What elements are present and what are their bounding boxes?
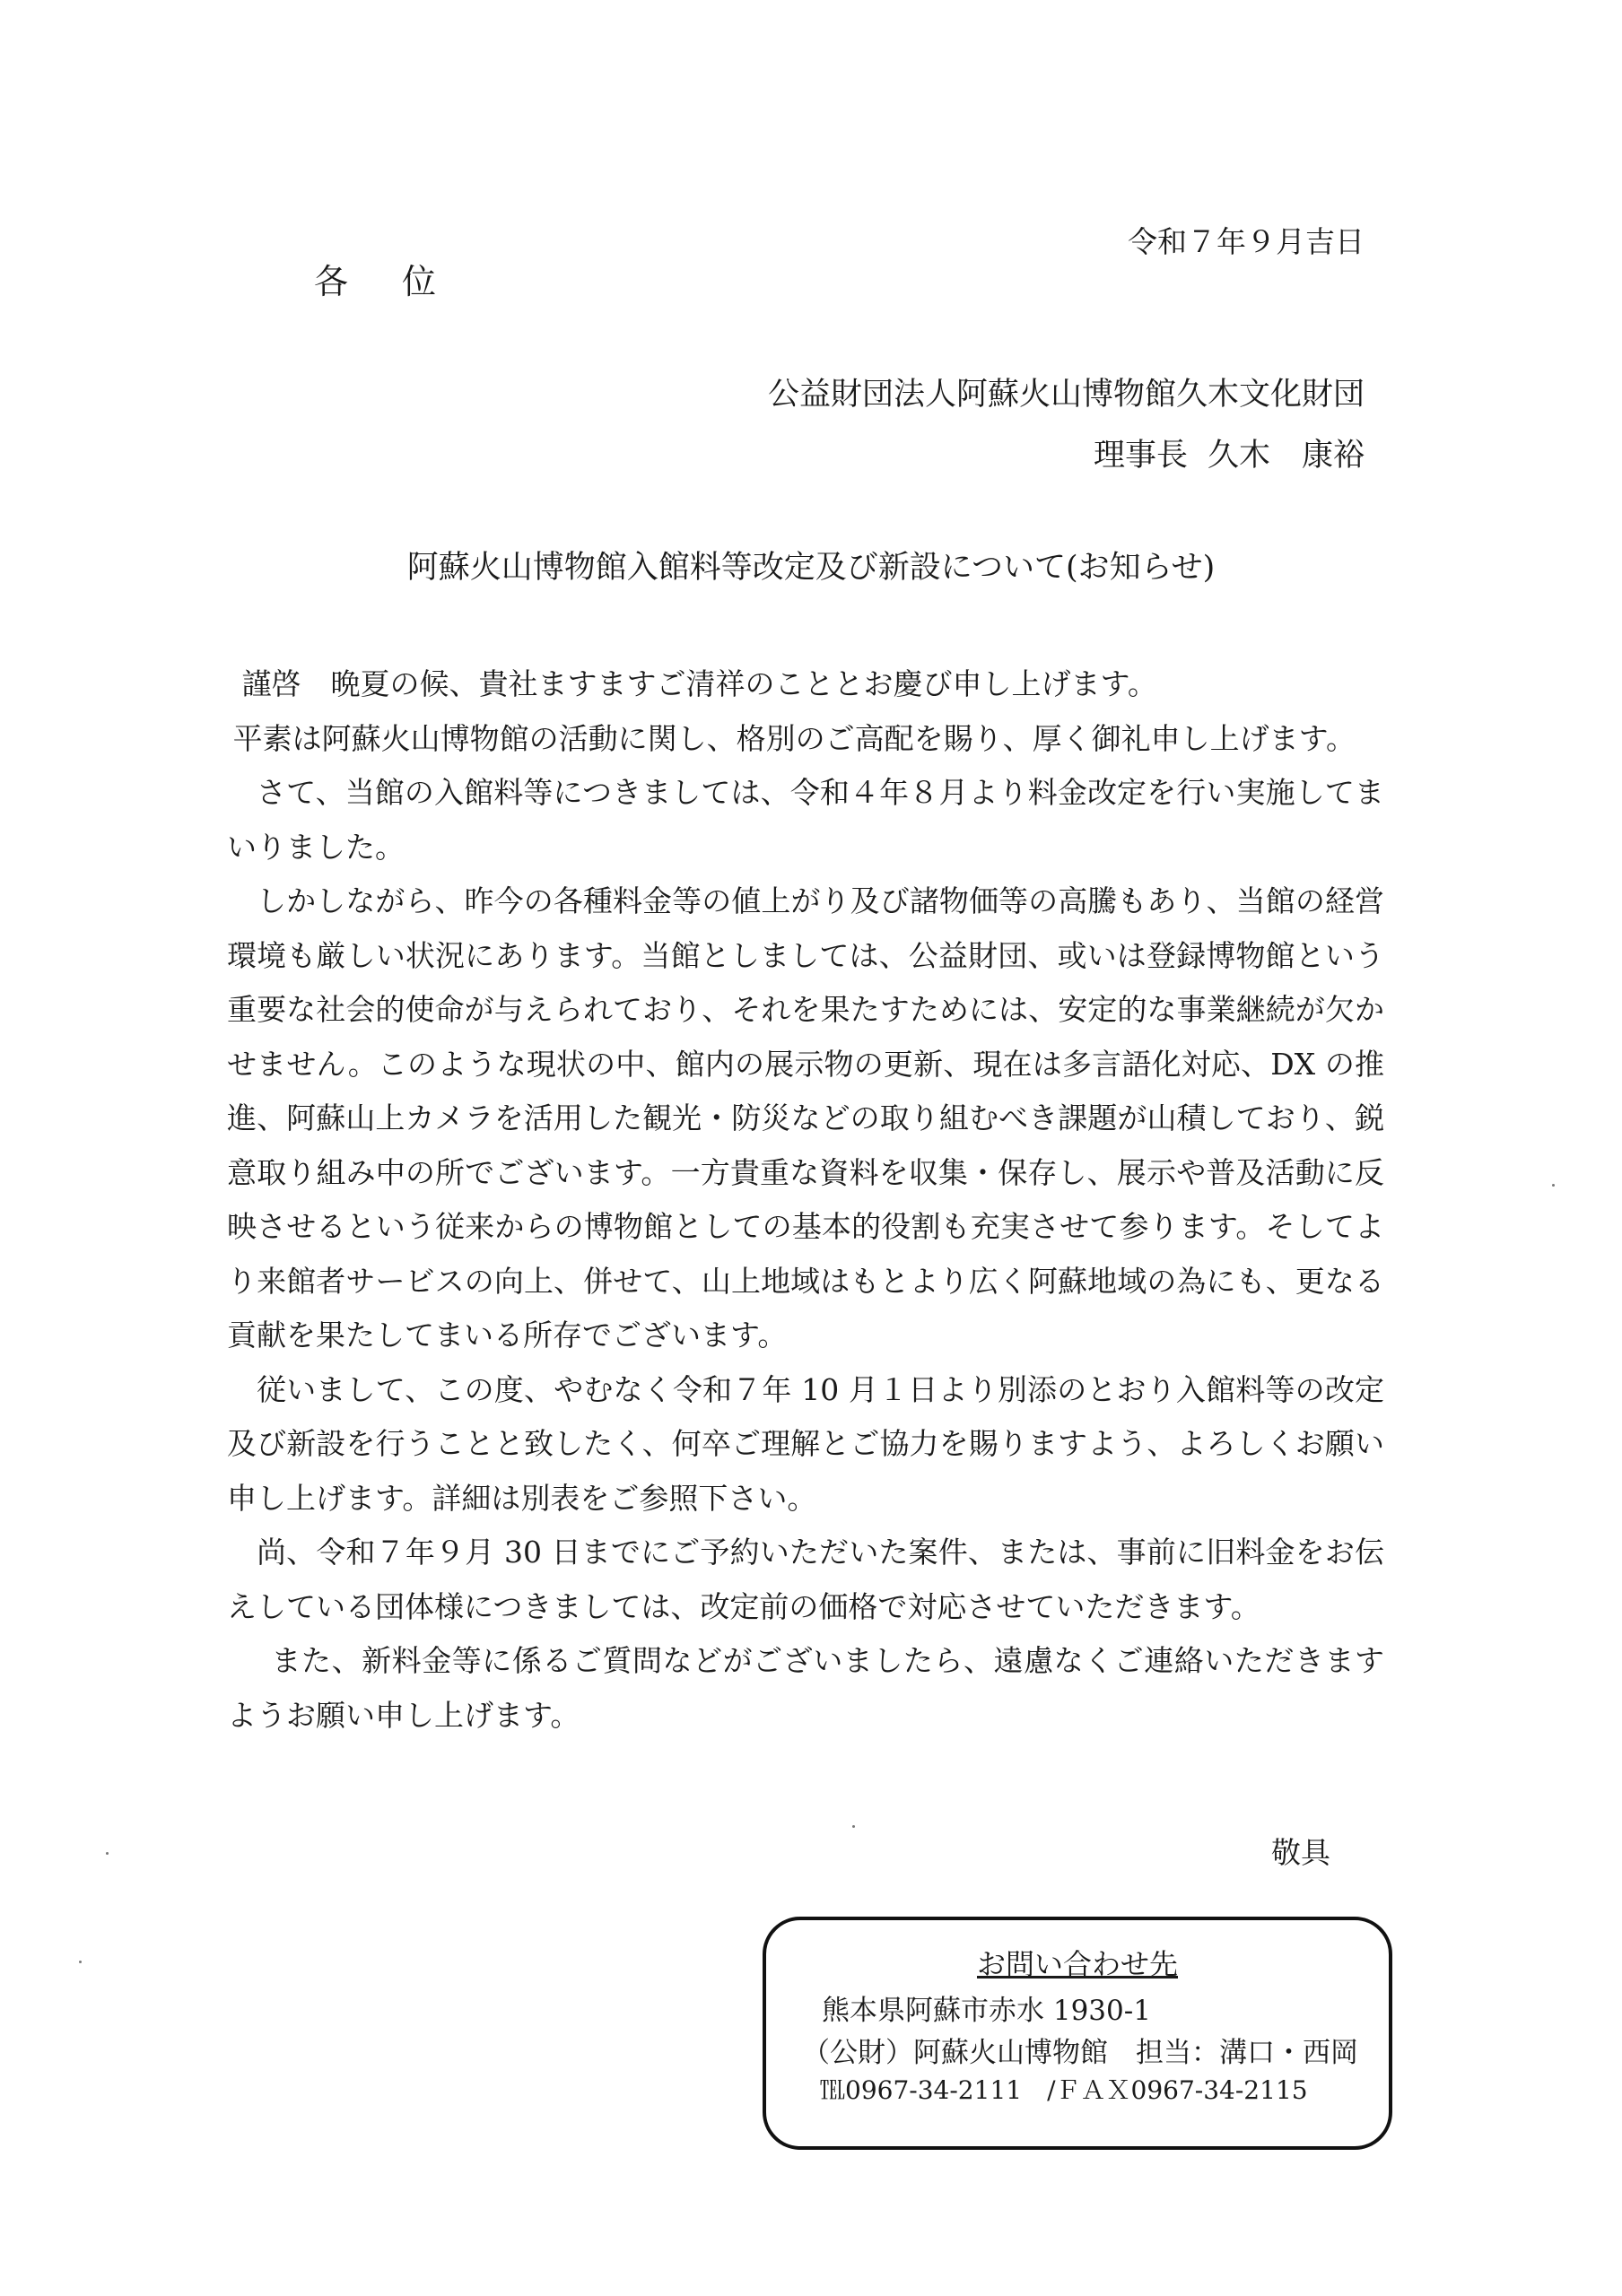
document-date: 令和７年９月吉日 <box>1128 224 1365 259</box>
body-paragraph-exception: 尚、令和７年９月 30 日までにご予約いただいた案件、または、事前に旧料金をお伝えしている団体様につきましては、改定前の価格で対応させていただきます。 <box>227 1535 1384 1624</box>
body-paragraph-thanks: 平素は阿蘇火山博物館の活動に関し、格別のご高配を賜り、厚く御礼申し上げます。 <box>232 720 1356 756</box>
chair-title: 理事長 <box>1093 438 1188 474</box>
closing-phrase: 敬具 <box>1271 1835 1330 1870</box>
scan-speck <box>1552 1184 1555 1187</box>
scan-speck <box>106 1852 109 1855</box>
body-paragraph-situation: しかしながら、昨今の各種料金等の値上がり及び諸物価等の高騰もあり、当館の経営環境も厳しい状況にあります。当館としましては、公益財団、或いは登録博物館という重要な社会的使命が与えられており、それを果たすためには、安定的な事業継続が欠かせません。このような現状の中、館内の展示物の更新、現在は多言語化対応、DX の推進、阿蘇山上カメラを活用した観光・防災などの取り組むべき課題が山積しており、鋭意取り組み中の所でございます。一方貴重な資料を収集・保存し、展示や普及活動に反映させるという従来からの博物館としての基本的役割も充実させて参ります。そしてより来館者サービスの向上、併せて、山上地域はもとより広く阿蘇地域の為にも、更なる貢献を果たしてまいる所存でございます。 <box>227 883 1384 1352</box>
contact-title: お問い合わせ先 <box>976 1947 1178 1981</box>
body-paragraph-inquiries: また、新料金等に係るご質問などがございましたら、遠慮なくご連絡いただきますようお願い申し上げます。 <box>227 1643 1384 1733</box>
body-paragraph-background: さて、当館の入館料等につきましては、令和４年８月より料金改定を行い実施してまいりました。 <box>227 775 1384 865</box>
letter-body <box>227 657 1384 1743</box>
body-paragraph-revision: 従いまして、この度、やむなく令和７年 10 月１日より別添のとおり入館料等の改定及び新設を行うことと致したく、何卒ご理解とご協力を賜りますよう、よろしくお願い申し上げます。詳細は別表をご参照下さい。 <box>227 1371 1384 1516</box>
contact-phone-fax: ℡0967-34-2111 /ＦＡＸ0967-34-2115 <box>820 2075 1308 2105</box>
scan-speck <box>852 1825 855 1828</box>
issuer-signatory <box>1094 430 1365 475</box>
document-title: 阿蘇火山博物館入館料等改定及び新設について(お知らせ) <box>406 550 1216 586</box>
body-paragraph-greeting: 謹啓 晩夏の候、貴社ますますご清祥のこととお慶び申し上げます。 <box>241 666 1157 701</box>
addressee: 各位 <box>314 262 491 301</box>
issuer-organization: 公益財団法人阿蘇火山博物館久木文化財団 <box>767 377 1365 413</box>
scan-speck <box>79 1961 82 1963</box>
chair-name: 久木 康裕 <box>1207 438 1365 474</box>
contact-address: 熊本県阿蘇市赤水 1930-1 <box>822 1995 1151 2027</box>
contact-box <box>763 1917 1392 2150</box>
contact-organization: （公財）阿蘇火山博物館 担当：溝口・西岡 <box>802 2037 1358 2069</box>
